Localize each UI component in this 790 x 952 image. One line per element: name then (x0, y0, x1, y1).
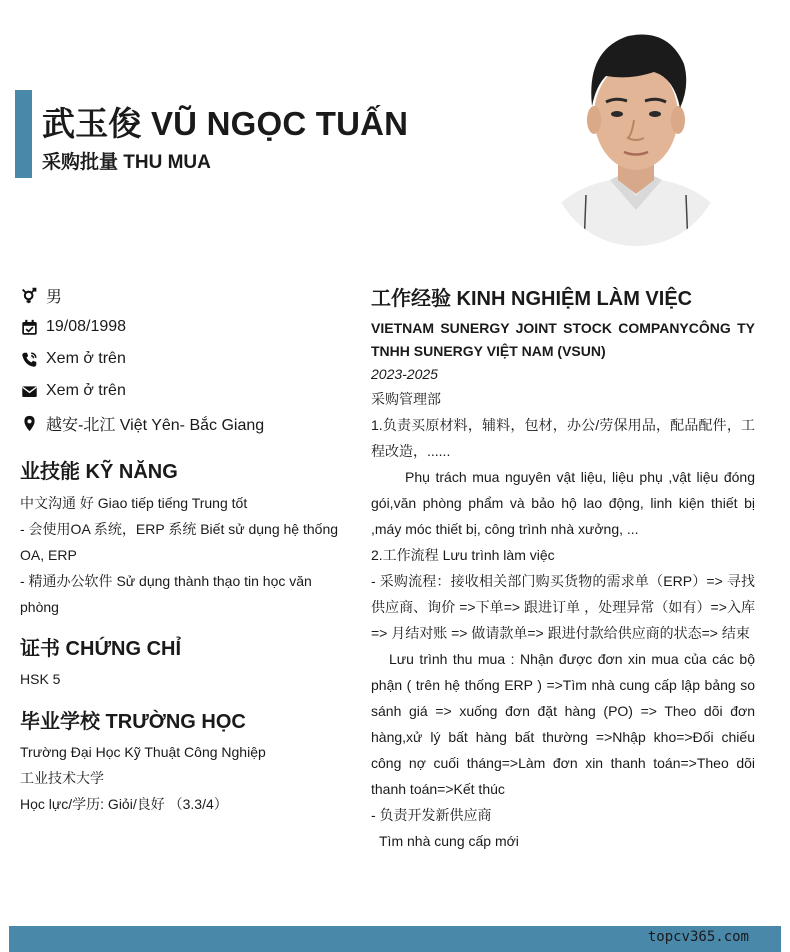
phone-text: Xem ở trên (46, 350, 126, 367)
education-section (20, 705, 340, 817)
address-row (20, 407, 350, 439)
skill-line: 中文沟通 好 Giao tiếp tiếng Trung tốt (20, 495, 248, 511)
gender-icon (20, 286, 38, 304)
certificates-section (20, 632, 340, 692)
skills-section (20, 455, 340, 620)
employment-period: 2023-2025 (371, 366, 438, 382)
certificates-title: 证书 CHỨNG CHỈ (20, 638, 182, 660)
gender-row (20, 279, 350, 311)
education-title: 毕业学校 TRƯỜNG HỌC (20, 711, 246, 733)
experience-section (371, 282, 755, 854)
process-cn: - 采购流程：接收相关部门购买货物的需求单（ERP）=> 寻找供应商、询价 =>下单=> 跟进订单 ，处理异常（如有）=>入库=> 月结对账 => 做请款单=> 跟进付款给供应商的状态=> 结束 (371, 573, 755, 641)
duty-vn: Phụ trách mua nguyên vật liệu, liệu phụ ,vật liệu đóng gói,văn phòng phẩm và bảo hộ lao động, linh kiện thiết bị ,máy móc thiết bị, công trình nhà xưởng, ... (371, 469, 755, 537)
supplier-vn: Tìm nhà cung cấp mới (379, 833, 519, 849)
address-text: 越安-北江 Việt Yên- Bắc Giang (46, 416, 265, 434)
skill-line: - 精通办公软件 Sử dụng thành thạo tin học văn phòng (20, 573, 312, 615)
education-line: 工业技术大学 (20, 770, 104, 786)
profile-photo (550, 20, 722, 246)
department: 采购管理部 (371, 391, 441, 407)
birthdate-row (20, 311, 350, 343)
phone-row (20, 343, 350, 375)
birthdate-text: 19/08/1998 (46, 318, 127, 335)
location-pin-icon (20, 414, 38, 432)
accent-bar (15, 90, 32, 178)
process-vn: Lưu trình thu mua : Nhận được đơn xin mua của các bộ phận ( trên hệ thống ERP ) =>Tìm nhà cung cấp lập bảng so sánh giá => xuống đơn đặt hàng (PO) => Theo dõi đơn hàng,xử lý bất hàng bất thường =>Nhập kho=>Đối chiếu công nợ cuối tháng=>Làm đơn xin thanh toán=>Theo dõi thanh toán=>Kết thúc (371, 651, 755, 797)
footer-bar (9, 926, 781, 952)
phone-icon (20, 350, 38, 368)
education-line: Học lực/学历: Giỏi/良好 （3.3/4） (20, 796, 228, 812)
duty-cn: 1.负责买原材料，辅料，包材，办公/劳保用品，配品配件，工程改造，...... (371, 417, 755, 459)
supplier-cn: - 负责开发新供应商 (371, 807, 492, 823)
candidate-name: 武玉俊 VŨ NGỌC TUẤN (42, 105, 409, 142)
process-heading: 2.工作流程 Lưu trình làm việc (371, 547, 555, 563)
contact-info (20, 279, 350, 439)
calendar-icon (20, 318, 38, 336)
footer-url[interactable]: topcv365.com (647, 929, 749, 945)
skill-line: - 会使用OA 系统，ERP 系统 Biết sử dụng hệ thống OA, ERP (20, 521, 339, 563)
certificate-line: HSK 5 (20, 671, 61, 687)
company-name: VIETNAM SUNERGY JOINT STOCK COMPANYCÔNG TY TNHH SUNERGY VIỆT NAM (VSUN) (371, 320, 755, 359)
education-line: Trường Đại Học Kỹ Thuật Công Nghiệp (20, 744, 266, 760)
email-row (20, 375, 350, 407)
skills-title: 业技能 KỸ NĂNG (20, 461, 178, 483)
email-text: Xem ở trên (46, 382, 126, 399)
experience-title: 工作经验 KINH NGHIỆM LÀM VIỆC (371, 288, 693, 310)
gender-text: 男 (46, 288, 63, 306)
envelope-icon (20, 382, 38, 400)
job-title: 采购批量 THU MUA (42, 152, 211, 173)
